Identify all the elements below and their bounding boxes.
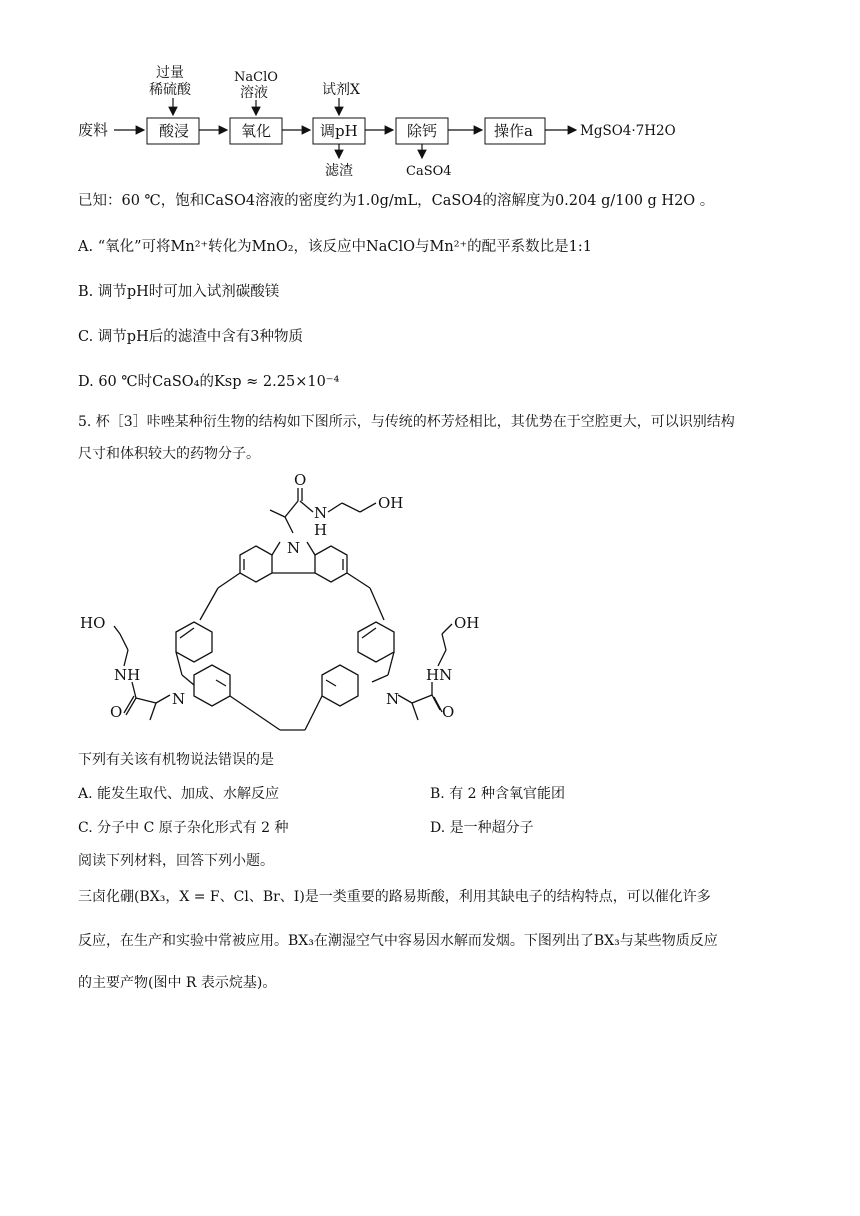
- flow-step-label: 酸浸: [159, 122, 190, 140]
- known-conditions: 已知：60 ℃，饱和CaSO4溶液的密度约为1.0g/mL，CaSO4的溶解度为0.204 g/100 g H2O 。: [78, 193, 715, 209]
- flow-step-label: 操作a: [494, 122, 533, 140]
- q4-option-b: B. 调节pH时可加入试剂碳酸镁: [78, 284, 280, 300]
- atom-label: OH: [454, 614, 480, 632]
- passage-line1: 三卤化硼(BX₃，X = F、Cl、Br、I)是一类重要的路易斯酸，利用其缺电子的结构特点，可以催化许多: [78, 889, 711, 905]
- q5-stem-line1: 5. 杯［3］咔唑某种衍生物的结构如下图所示，与传统的杯芳烃相比，其优势在于空腔更大，可以识别结构: [78, 414, 735, 430]
- q5-option-d: D. 是一种超分子: [430, 820, 534, 836]
- reagent-label: 过量: [156, 65, 184, 81]
- atom-label: H: [314, 521, 328, 539]
- atom-label: N: [314, 504, 328, 522]
- atom-label: O: [442, 703, 455, 721]
- atom-label: HN: [426, 666, 453, 684]
- q4-option-a: A. “氧化”可将Mn²⁺转化为MnO₂，该反应中NaClO与Mn²⁺的配平系数比是1:1: [78, 239, 592, 255]
- flow-input: 废料: [78, 121, 109, 139]
- reading-instruction: 阅读下列材料，回答下列小题。: [78, 853, 274, 869]
- reagent-label: 稀硫酸: [149, 82, 191, 98]
- q4-option-c: C. 调节pH后的滤渣中含有3种物质: [78, 329, 303, 345]
- atom-label: N: [287, 539, 301, 557]
- process-flowchart: [70, 62, 710, 182]
- flow-step-label: 调pH: [320, 122, 358, 140]
- reagent-label: 溶液: [240, 85, 268, 101]
- atom-label: N: [386, 690, 400, 708]
- q5-stem-line2: 尺寸和体积较大的药物分子。: [78, 446, 260, 462]
- byproduct-label: 滤渣: [325, 163, 353, 179]
- atom-label: OH: [378, 494, 404, 512]
- atom-label: O: [110, 703, 123, 721]
- q5-option-c: C. 分子中 C 原子杂化形式有 2 种: [78, 820, 289, 836]
- flow-product: MgSO4·7H2O: [580, 123, 676, 139]
- atom-label: HO: [80, 614, 106, 632]
- reagent-label: 试剂X: [322, 82, 360, 98]
- passage-line2: 反应，在生产和实验中常被应用。BX₃在潮湿空气中容易因水解而发烟。下图列出了BX₃与某些物质反应: [78, 933, 718, 949]
- flow-step-label: 除钙: [407, 122, 438, 140]
- q4-option-d: D. 60 ℃时CaSO₄的Ksp ≈ 2.25×10⁻⁴: [78, 374, 340, 390]
- passage-line3: 的主要产物(图中 R 表示烷基)。: [78, 975, 277, 991]
- atom-label: N: [172, 690, 186, 708]
- q5-option-a: A. 能发生取代、加成、水解反应: [78, 786, 280, 802]
- calix-carbazole-structure: [70, 470, 510, 750]
- reagent-label: NaClO: [234, 70, 278, 85]
- q5-option-b: B. 有 2 种含氧官能团: [430, 786, 565, 802]
- byproduct-label: CaSO4: [406, 164, 452, 179]
- atom-label: O: [294, 471, 307, 489]
- q5-question: 下列有关该有机物说法错误的是: [78, 752, 274, 768]
- flow-step-label: 氧化: [241, 122, 272, 140]
- atom-label: NH: [114, 666, 141, 684]
